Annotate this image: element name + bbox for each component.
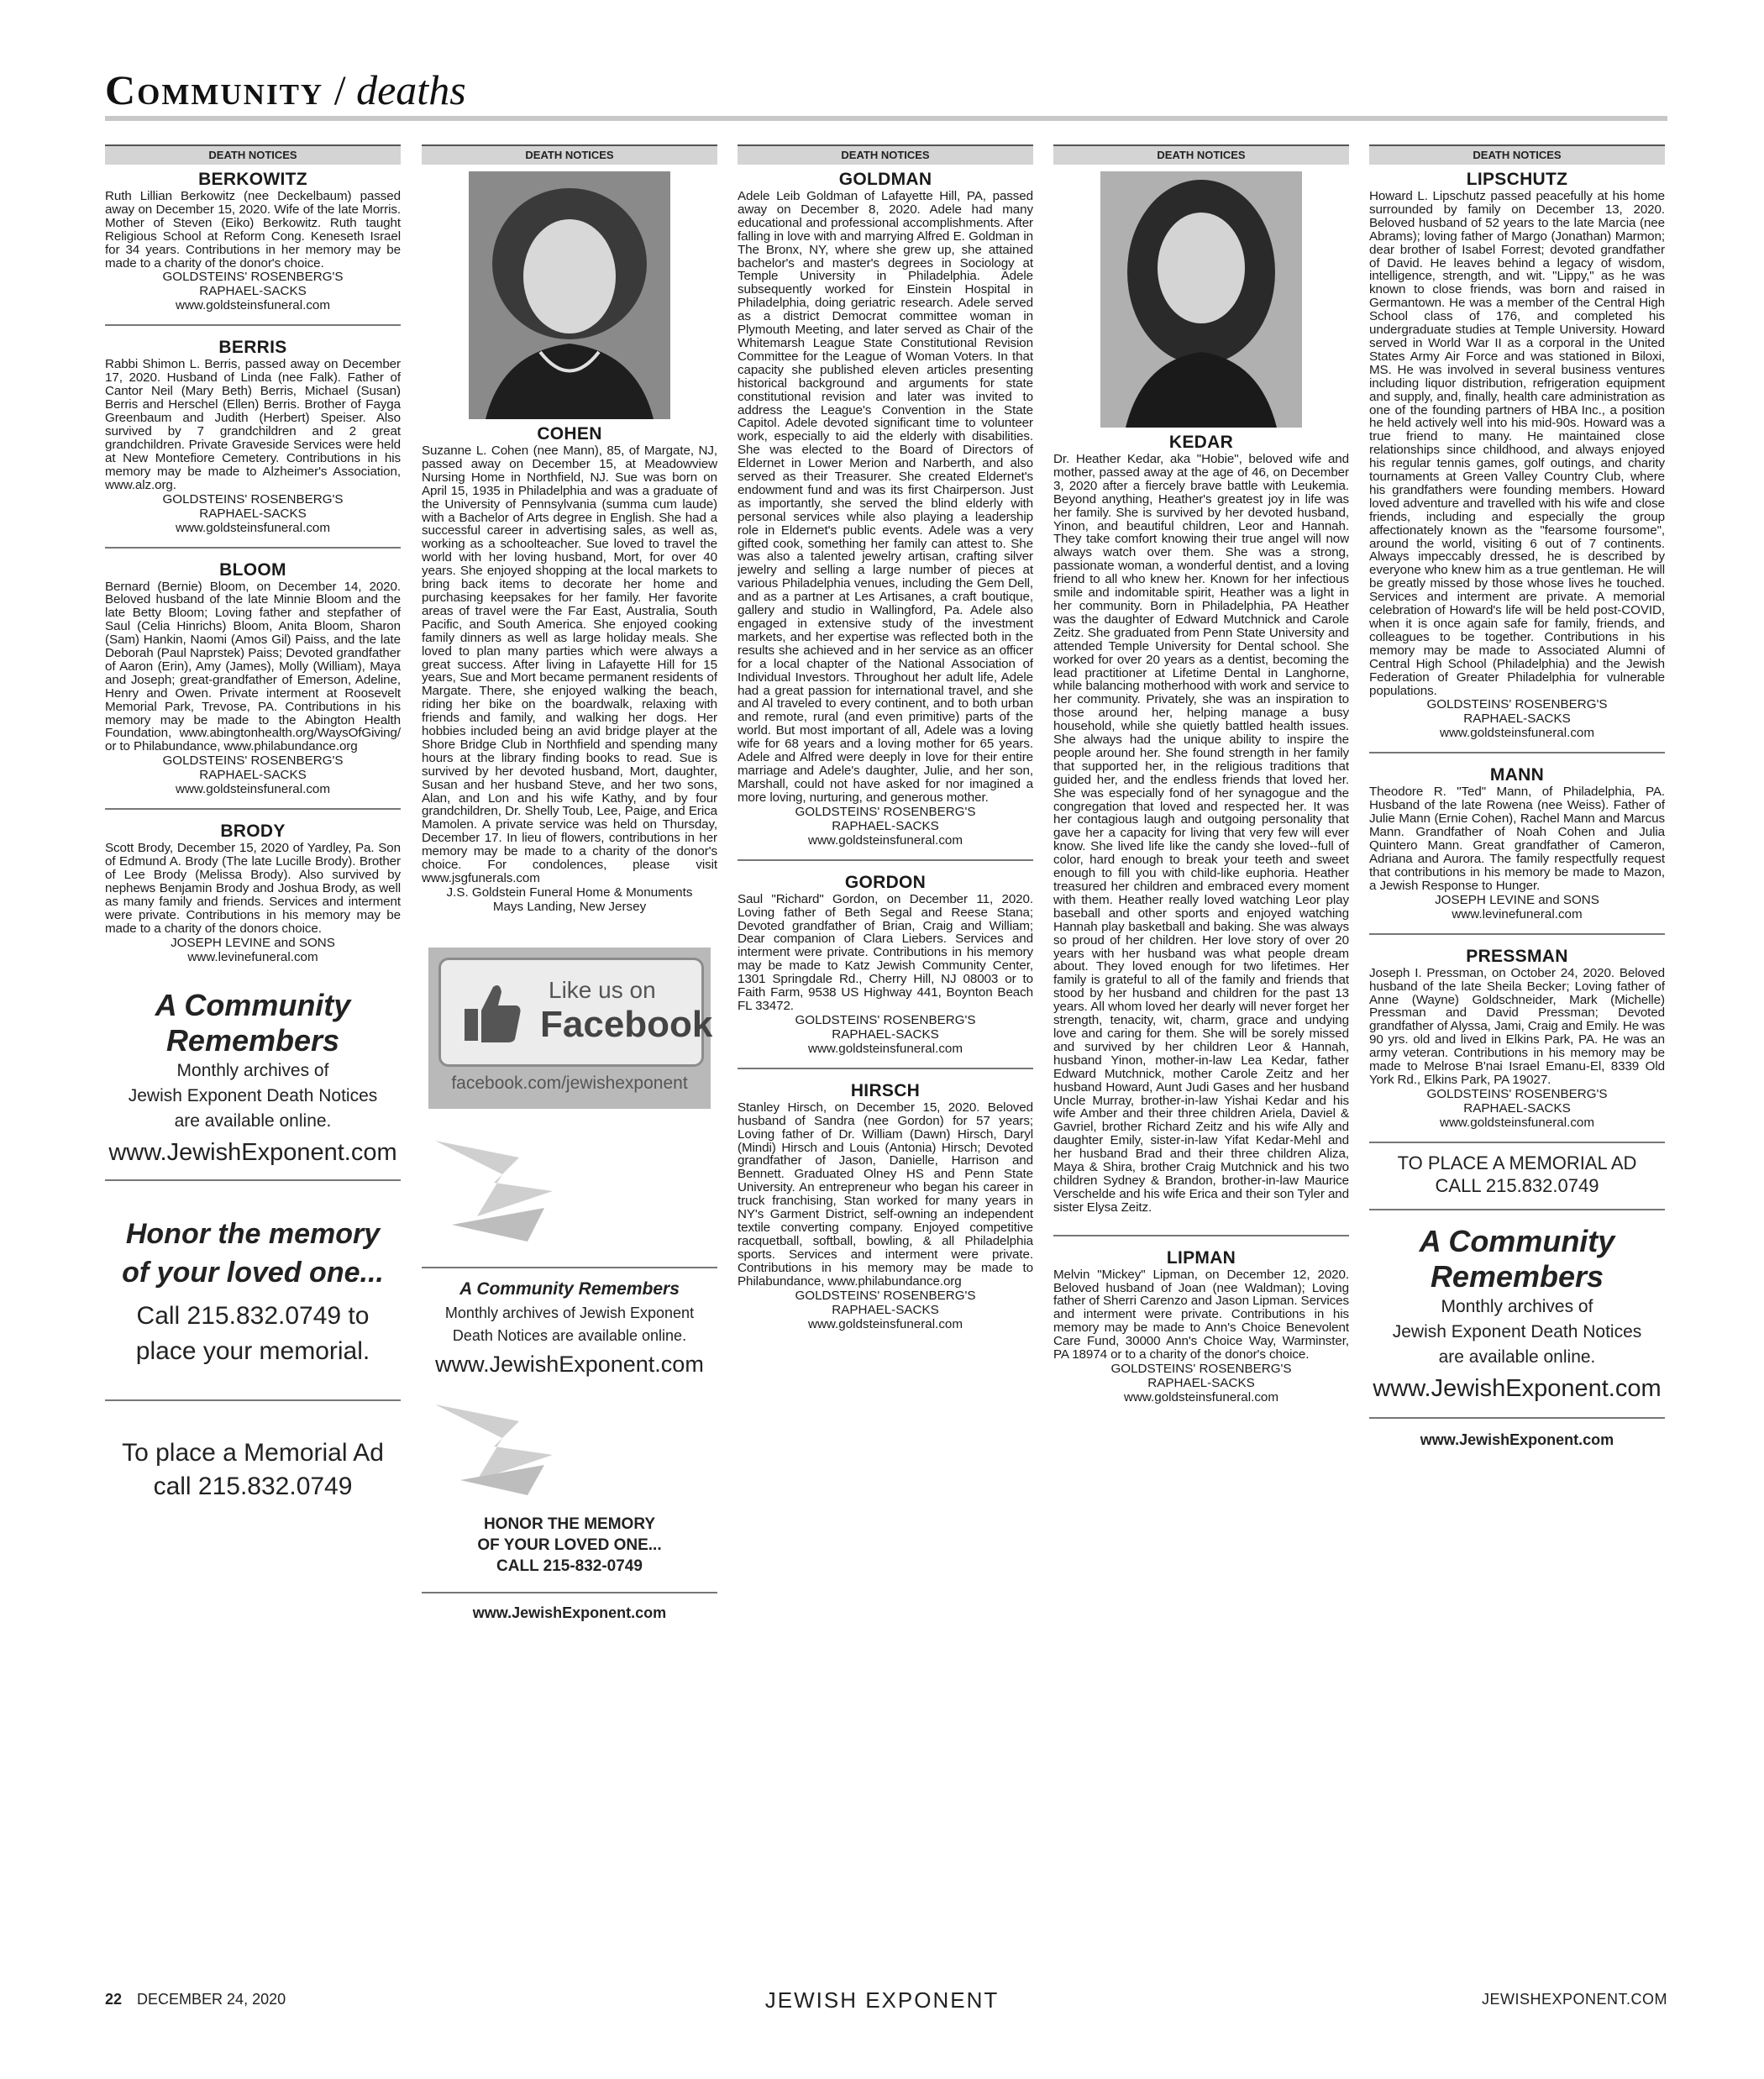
notice-body: Saul "Richard" Gordon, on December 11, 2020. Loving father of Beth Segal and Reese Stana; Devoted grandfather of Brian, Craig and William; Dear companion of Clara Liebers. Services and interment were private. Contributions in his memory may be made to Katz Jewish Community Center, 1301 Springdale Rd., Cherry Hill, NJ 08003 or to Faith Farm, 9538 US Highway 441, Boynton Beach FL 33472. [738,891,1033,1013]
notice-body: Joseph I. Pressman, on October 24, 2020. Beloved husband of the late Sheila Becker; Loving father of Anne (Wayne) Goldschneider, Mark (Michelle) Pressman and David Pressman; Devoted grandfather of Alyssa, Jami, Craig and Emily. He was 90 yrs. old and lived in Elkins Park, PA. He was an army veteran. Contributions in his memory may be made to Melrose B'nai Israel Emanu-El, 8339 Old York Rd., Elkins Park, PA 19027. [1369,965,1665,1087]
column-4 [1053,144,1349,1950]
notice-body: Suzanne L. Cohen (nee Mann), 85, of Margate, NJ, passed away on December 15, at Meadowview Nursing Home in Northfield, NJ. Sue was born on April 15, 1935 in Philadelphia and was a graduate of the University of Pennsylvania (summa cum laude) with a Bachelor of Arts degree in English. She had a successful career in advertising sales, as well as, working as a schoolteacher. Sue loved to travel the world with her loving husband, Mort, for over 40 years. She enjoyed shopping at the local markets to bring back items to decorate her home and purchasing keepsakes for her family. Her favorite areas of travel were the Far East, Australia, South Pacific, and South America. She enjoyed cooking family dinners as well as large holiday meals. She loved to plan many parties which were always a great success. After living in Lafayette Hill for 15 years, Sue and Mort became permanent residents of Margate. There, she enjoyed walking the beach, riding her bike on the boardwalk, relaxing with friends and family, and walking her dogs. Her hobbies included being an avid bridge player at the Shore Bridge Club in Northfield and spending many hours at the library finding books to read. Sue is survived by her devoted husband, Mort, daughter, Susan and her husband Steve, and her two sons, Alan, and Lon and his wife Kathy, and by four grandchildren, Dr. Shelly Toub, Lee, Paige, and Erica Mamolen. A private service was held on Thursday, December 17. In lieu of flowers, contributions in her memory may be made to a charity of the donor's choice. For condolences, please visit www.jsgfunerals.com [422,444,717,885]
divider [105,1179,401,1181]
thumbs-up-icon [461,979,523,1046]
notice-body: Scott Brody, December 15, 2020 of Yardley, Pa. Son of Edmund A. Brody (The late Lucille Brody). Brother of Lee Brody (Melissa Brody). Also survived by nephews Benjamin Brody and Joshua Brody, as well as many family and friends. Services and interment were private. Contributions in his memory may be made to a charity of the donors choice. [105,841,401,936]
notice-name: GORDON [844,872,927,892]
notice-name: LIPMAN [1166,1247,1236,1268]
funeral-home: GOLDSTEINS' ROSENBERG'S RAPHAEL-SACKS www.goldsteinsfuneral.com [795,1012,976,1056]
notice-name: GOLDMAN [838,170,932,189]
footer-masthead: JEWISH EXPONENT [764,1987,1000,2013]
notice-name: BERRIS [218,338,287,358]
photo-kedar [1100,171,1302,428]
notice-body: Rabbi Shimon L. Berris, passed away on December 17, 2020. Husband of Linda (nee Falk). Father of Cantor Neil (Mary Beth) Berris, Michael (Susan) Berris and Herschel (Ellen) Berris. Brother of Fayga Greenbaum and Judith (Herbert) Speiser. Also survived by 7 grandchildren and 2 great grandchildren. Private Graveside Services were held at New Montefiore Cemetery. Contributions in his memory may be made to Alzheimer's Association, www.alz.org. [105,357,401,492]
notice-lipman [1053,1235,1349,1416]
photo-cohen [469,171,670,419]
star-of-david-icon [427,1124,712,1250]
notice-name: HIRSCH [850,1080,921,1100]
death-notices-label: DEATH NOTICES [1053,144,1349,165]
divider [422,1267,717,1268]
funeral-home: GOLDSTEINS' ROSENBERG'S RAPHAEL-SACKS www.goldsteinsfuneral.com [162,491,344,535]
funeral-home: GOLDSTEINS' ROSENBERG'S RAPHAEL-SACKS www.goldsteinsfuneral.com [1110,1362,1292,1404]
notice-body: Howard L. Lipschutz passed peacefully at his home surrounded by family on December 13, 2020. Beloved husband of 52 years to the late Marcia (nee Abrams); loving father of Margo (Jonathan) Marmon; dear brother of Isabel Forrest; devoted grandfather of David. He leaves behind a legacy of wisdom, intelligence, strength, and wit. "Lippy," as he was known to close friends, was born and raised in Germantown. He was a member of the Central High School class of 176, and completed his undergraduate studies at Temple University. Howard served in World War II as a corporal in the United States Army Air Force and was stationed in Biloxi, MS. He was involved in several business ventures including liquor distribution, refrigeration equipment and supply, and, finally, health care administration as one of the founding partners of HBA Inc., a position he held actively well into his mid-90s. Howard was a true friend to many. He maintained close relationships since childhood, and always enjoyed his regular tennis games, golf outings, and charity tournaments at Green Valley Country Club, where his grandfathers were founding members. Howard loved adventure and travelled with his wife and close friends, including and especially the group affectionately known as the "fearsome foursome", around the world, visiting 6 out of 7 continents. Always impeccably dressed, he is described by everyone who knew him as a true gentleman. He will be greatly missed by those whose lives he touched. Services and interment are private. A memorial celebration of Howard's life will be held post-COVID, when it is once again safe for family, friends, and colleagues to be together. Contributions in his memory may be made to Associated Alumni of Central High School (Philadelphia) and the Jewish Federation of Greater Philadelphia for vulnerable populations. [1369,189,1665,698]
notice-body: Stanley Hirsch, on December 15, 2020. Beloved husband of Sandra (nee Gordon) for 57 years; Loving father of Dr. William (Dawn) Hirsch, Daryl (Mindi) Hirsch and Louis (Antonia) Hirsch; Devoted grandfather of Jason, Danielle, Harrison and Bennett. Graduated Olney HS and Penn State University. An entrepreneur who began his career in truck franchising, Stan worked for many years in NY's Garment District, self-owning an independent textile converting company. Enjoyed competitive racquetball, softball, bowling, & all Philadelphia sports. Services and interment were private. Contributions in his memory may be made to Philabundance, www.philabundance.org [738,1100,1033,1289]
star-of-david-icon [427,1396,712,1497]
notice-cohen [422,424,717,926]
notice-name: BLOOM [219,559,286,580]
section-title: Community / deaths [105,66,466,113]
column-3 [738,144,1033,1950]
funeral-home: GOLDSTEINS' ROSENBERG'S RAPHAEL-SACKS www.goldsteinsfuneral.com [795,1288,976,1331]
facebook-promo[interactable]: Like us on Facebook facebook.com/jewishexponent [428,948,711,1109]
header-rule [105,116,1667,121]
funeral-home: GOLDSTEINS' ROSENBERG'S RAPHAEL-SACKS www.goldsteinsfuneral.com [162,270,344,313]
portrait-icon [1100,171,1302,428]
notice-name: LIPSCHUTZ [1466,170,1568,189]
honor-memory-promo: Honor the memory of your loved one... Call 215.832.0749 to place your memorial. [122,1217,384,1365]
footer-site[interactable]: JEWISHEXPONENT.COM [1481,1991,1667,2008]
funeral-home: GOLDSTEINS' ROSENBERG'S RAPHAEL-SACKS www.goldsteinsfuneral.com [795,804,976,848]
divider [422,1592,717,1593]
notice-lipschutz [1369,170,1665,752]
notice-body: Melvin "Mickey" Lipman, on December 12, 2020. Beloved husband of Joan (nee Waldman); Loving father of Sherri Carenzo and Jason Lipman. Services and interment were private. Contributions in his memory may be made to Ann's Choice Benevolent Care Fund, 30000 Ann's Choice Way, Warminster, PA 18974 or to a charity of the donor's choice. [1053,1267,1349,1362]
community-remembers-small: A Community Remembers Monthly archives of Jewish Exponent Death Notices are available online. www.JewishExponent.com [435,1278,704,1377]
notice-name: PRESSMAN [1466,946,1568,966]
death-notices-label: DEATH NOTICES [738,144,1033,165]
notice-berris [105,324,401,546]
website-link[interactable]: www.JewishExponent.com [1420,1431,1614,1448]
notice-name: COHEN [537,424,602,444]
notice-brody [105,808,401,975]
notice-hirsch [738,1068,1033,1343]
portrait-icon [469,171,670,419]
notice-mann [1369,752,1665,932]
divider [1369,1209,1665,1210]
promo-url[interactable]: www.JewishExponent.com [108,1138,397,1166]
honor-memory-small: HONOR THE MEMORY OF YOUR LOVED ONE... CALL 215-832-0749 [477,1515,662,1575]
funeral-home: JOSEPH LEVINE and SONS www.levinefuneral.com [1435,892,1599,921]
death-notices-label: DEATH NOTICES [422,144,717,165]
death-notices-label: DEATH NOTICES [105,144,401,165]
community-remembers-promo: A Community Remembers Monthly archives of Jewish Exponent Death Notices are available online. www.JewishExponent.com [105,988,401,1171]
notice-body: Dr. Heather Kedar, aka "Hobie", beloved wife and mother, passed away at the age of 46, on December 3, 2020 after a fiercely brave battle with Leukemia. Beyond anything, Heather's greatest joy in life was her family. She is survived by her devoted husband, Yinon, and beautiful children, Leor and Hannah. They take comfort knowing their true angel will now always watch over them. She was a strong, passionate woman, a wonderful dentist, and a loving friend to all who knew her. Known for her infectious smile and indomitable spirit, Heather was a light in her community. Born in Philadelphia, PA Heather was the daughter of Edward Mutchnick and Carole Zeitz. She graduated from Penn State University and attended Temple University for Dental school. She worked for over 20 years as a dentist, becoming the lead practitioner at Lifetime Dental in Langhorne, while balancing motherhood with work and service to her community. Privately, she was an inspiration to those around her, helping manage a busy household, while she quietly battled health issues. She always had the unique ability to inspire the people around her. She found strength in her family that supported her, in the religious traditions that guided her, and the endless friends that loved her. She was especially fond of her synagogue and the congregation that loved and respected her. It was her contagious laugh and outgoing personality that gave her a capacity for living that very few will ever know. She lived life like the candy she loved--full of color, hard enough to break your teeth and sweet enough to fill you with child-like euphoria. Heather treasured her children and embraced every moment with them. Heather really loved watching Leor play baseball and other sports and enjoyed watching Hannah play basketball and baking. She was always so proud of her children. Her love story of over 20 years with her husband was what people dream about. They loved enough for two lifetimes. Her family is grateful to all of the family and friends that stood by her husband and children for the past 13 years. All whom loved her dearly will never forget her strength, tenacity, wit, charm, grace and undying love and caring for them. She will be sorely missed and survived by her children Leor & Hannah, husband Yinon, mother-in-law Lea Kedar, father Edward Mutchnick, mother Carole Zeitz and her husband Howard, Aunt Judi Gases and her husband Uncle Murray, brother-in-law Yishai Kedar and his wife Amber and their three children Ariela, Daviel & Gavriel, brother Richard Zeitz and his wife Ally and daughter Emily, sister-in-law Yifat Kedar-Mehl and her husband Brad and their three children Aliza, Maya & Shira, brother Craig Mutchnick and his two children Sydney & Brandon, brother-in-law Maurice Verschelde and his wife Erica and their son Tyler and sister Elysa Zeitz. [1053,452,1349,1215]
death-notices-label: DEATH NOTICES [1369,144,1665,165]
funeral-home: JOSEPH LEVINE and SONS www.levinefuneral.com [171,935,335,964]
notice-name: BRODY [220,822,286,842]
funeral-home: GOLDSTEINS' ROSENBERG'S RAPHAEL-SACKS www.goldsteinsfuneral.com [1426,697,1608,741]
notice-berkowitz [105,170,401,324]
facebook-url[interactable]: facebook.com/jewishexponent [451,1073,688,1093]
column-1 [105,144,401,1950]
notice-body: Theodore R. "Ted" Mann, of Philadelphia, PA. Husband of the late Rowena (nee Weiss). Father of Julie Mann (Ernie Cohen), Rachel Mann and Marcus Mann. Grandfather of Noah Cohen and Julia Quintero Mann. Great grandfather of Cameron, Adriana and Aurora. The family respectfully request that contributions in his memory be made to Mazon, a Jewish Response to Hunger. [1369,785,1665,893]
section-header [105,66,1667,116]
website-link[interactable]: www.JewishExponent.com [472,1604,667,1621]
notice-name: MANN [1489,765,1545,785]
notice-body: Bernard (Bernie) Bloom, on December 14, 2020. Beloved husband of the late Minnie Bloom and the late Betty Bloom; Loving father and stepfather of Saul (Celia Hinrichs) Bloom, Anita Bloom, Sharon (Sam) Hankin, Naomi (Amos Gil) Paiss, and the late Deborah (Paul Naprstek) Paiss; Devoted grandfather of Aaron (Erin), Amy (James), Molly (William), Maya and Joseph; great-grandfather of Emerson, Adeline, Henry and Owen. Private interment at Roosevelt Memorial Park, Trevose, PA. Contributions in his memory may be made to the Abington Health Foundation, www.abingtonhealth.org/WaysOfGiving/ or to Philabundance, www.philabundance.org [105,579,401,754]
funeral-home: GOLDSTEINS' ROSENBERG'S RAPHAEL-SACKS www.goldsteinsfuneral.com [1426,1086,1608,1130]
divider [1369,1417,1665,1419]
promo-title: A Community Remembers [155,987,351,1058]
place-memorial-ad: TO PLACE A MEMORIAL AD CALL 215.832.0749 [1397,1152,1637,1196]
notice-pressman [1369,933,1665,1142]
divider [105,1399,401,1401]
memorial-ad-promo: To place a Memorial Ad call 215.832.0749 [122,1438,384,1500]
funeral-home: GOLDSTEINS' ROSENBERG'S RAPHAEL-SACKS www.goldsteinsfuneral.com [162,753,344,797]
notice-kedar [1053,433,1349,1226]
funeral-home: J.S. Goldstein Funeral Home & Monuments Mays Landing, New Jersey [446,885,693,914]
notice-gordon [738,859,1033,1068]
divider [1369,1142,1665,1143]
footer-left: 22 DECEMBER 24, 2020 [105,1991,286,2008]
column-5 [1369,144,1665,1950]
notice-goldman [738,170,1033,859]
column-2 [422,144,717,1950]
notice-name: BERKOWITZ [198,170,307,189]
notice-bloom [105,547,401,809]
notice-body: Ruth Lillian Berkowitz (nee Deckelbaum) passed away on December 15, 2020. Wife of the late Morris. Mother of Steven (Eiko) Berkowitz. Ruth taught Religious School at Reform Cong. Keneseth Israel for 34 years. Contributions in her memory may be made to a charity of the donor's choice. [105,189,401,270]
community-remembers-promo: A Community Remembers Monthly archives of Jewish Exponent Death Notices are available online. www.JewishExponent.com [1373,1223,1662,1402]
notice-name: KEDAR [1168,433,1234,452]
notice-body: Adele Leib Goldman of Lafayette Hill, PA, passed away on December 8, 2020. Adele had many educational and professional accomplishments. After falling in love with and marrying Alfred E. Goldman in The Bronx, NY, where she grew up, she attained bachelor's and master's degrees in Sociology at Temple University in Philadelphia. Adele subsequently worked for Einstein Hospital in Philadelphia, doing geriatric research. Adele served as a district Democrat committee woman in Plymouth Meeting, and later served as Chair of the Whitemarsh League State Constitutional Revision Committee for the League of Woman Voters. In that capacity she published eleven articles presenting historical background and arguments for state constitutional revision and later was invited to address the League's Convention in the State Capitol. Adele devoted significant time to volunteer work, especially to aid the elderly with disabilities. She was elected to the Board of Directors of Eldernet in Lower Merion and Narberth, and also served as their Treasurer. She created Eldernet's endowment fund and was its first Chairperson. Just as importantly, she served the blind elderly with personal services while also playing a leadership role in Eldernet's public events. Adele was a very gifted cook, something her family can attest to. She was also a talented jewelry artisan, crafting silver jewelry and selling a large number of pieces at various Philadelphia venues, including the Gem Dell, and as a partner at Les Artisanes, a craft boutique, gallery and studio in Wallingford, Pa. Adele also engaged in extensive study of the investment markets, and her expertise was reflected both in the results she achieved and in her service as an officer for a local chapter of the National Association of Individual Investors. Throughout her adult life, Adele had a great passion for international travel, and she and Al traveled to every continent, and to both urban and remote, rural (and even primitive) parts of the world. But most important of all, Adele was a loving wife for 68 years and a loving mother for 65 years. Adele and Alfred were deeply in love for their entire marriage and Adele's daughter, Julie, and her son, Marshall, could not have asked for nor imagined a more loving, nurturing, and generous mother. [738,189,1033,805]
